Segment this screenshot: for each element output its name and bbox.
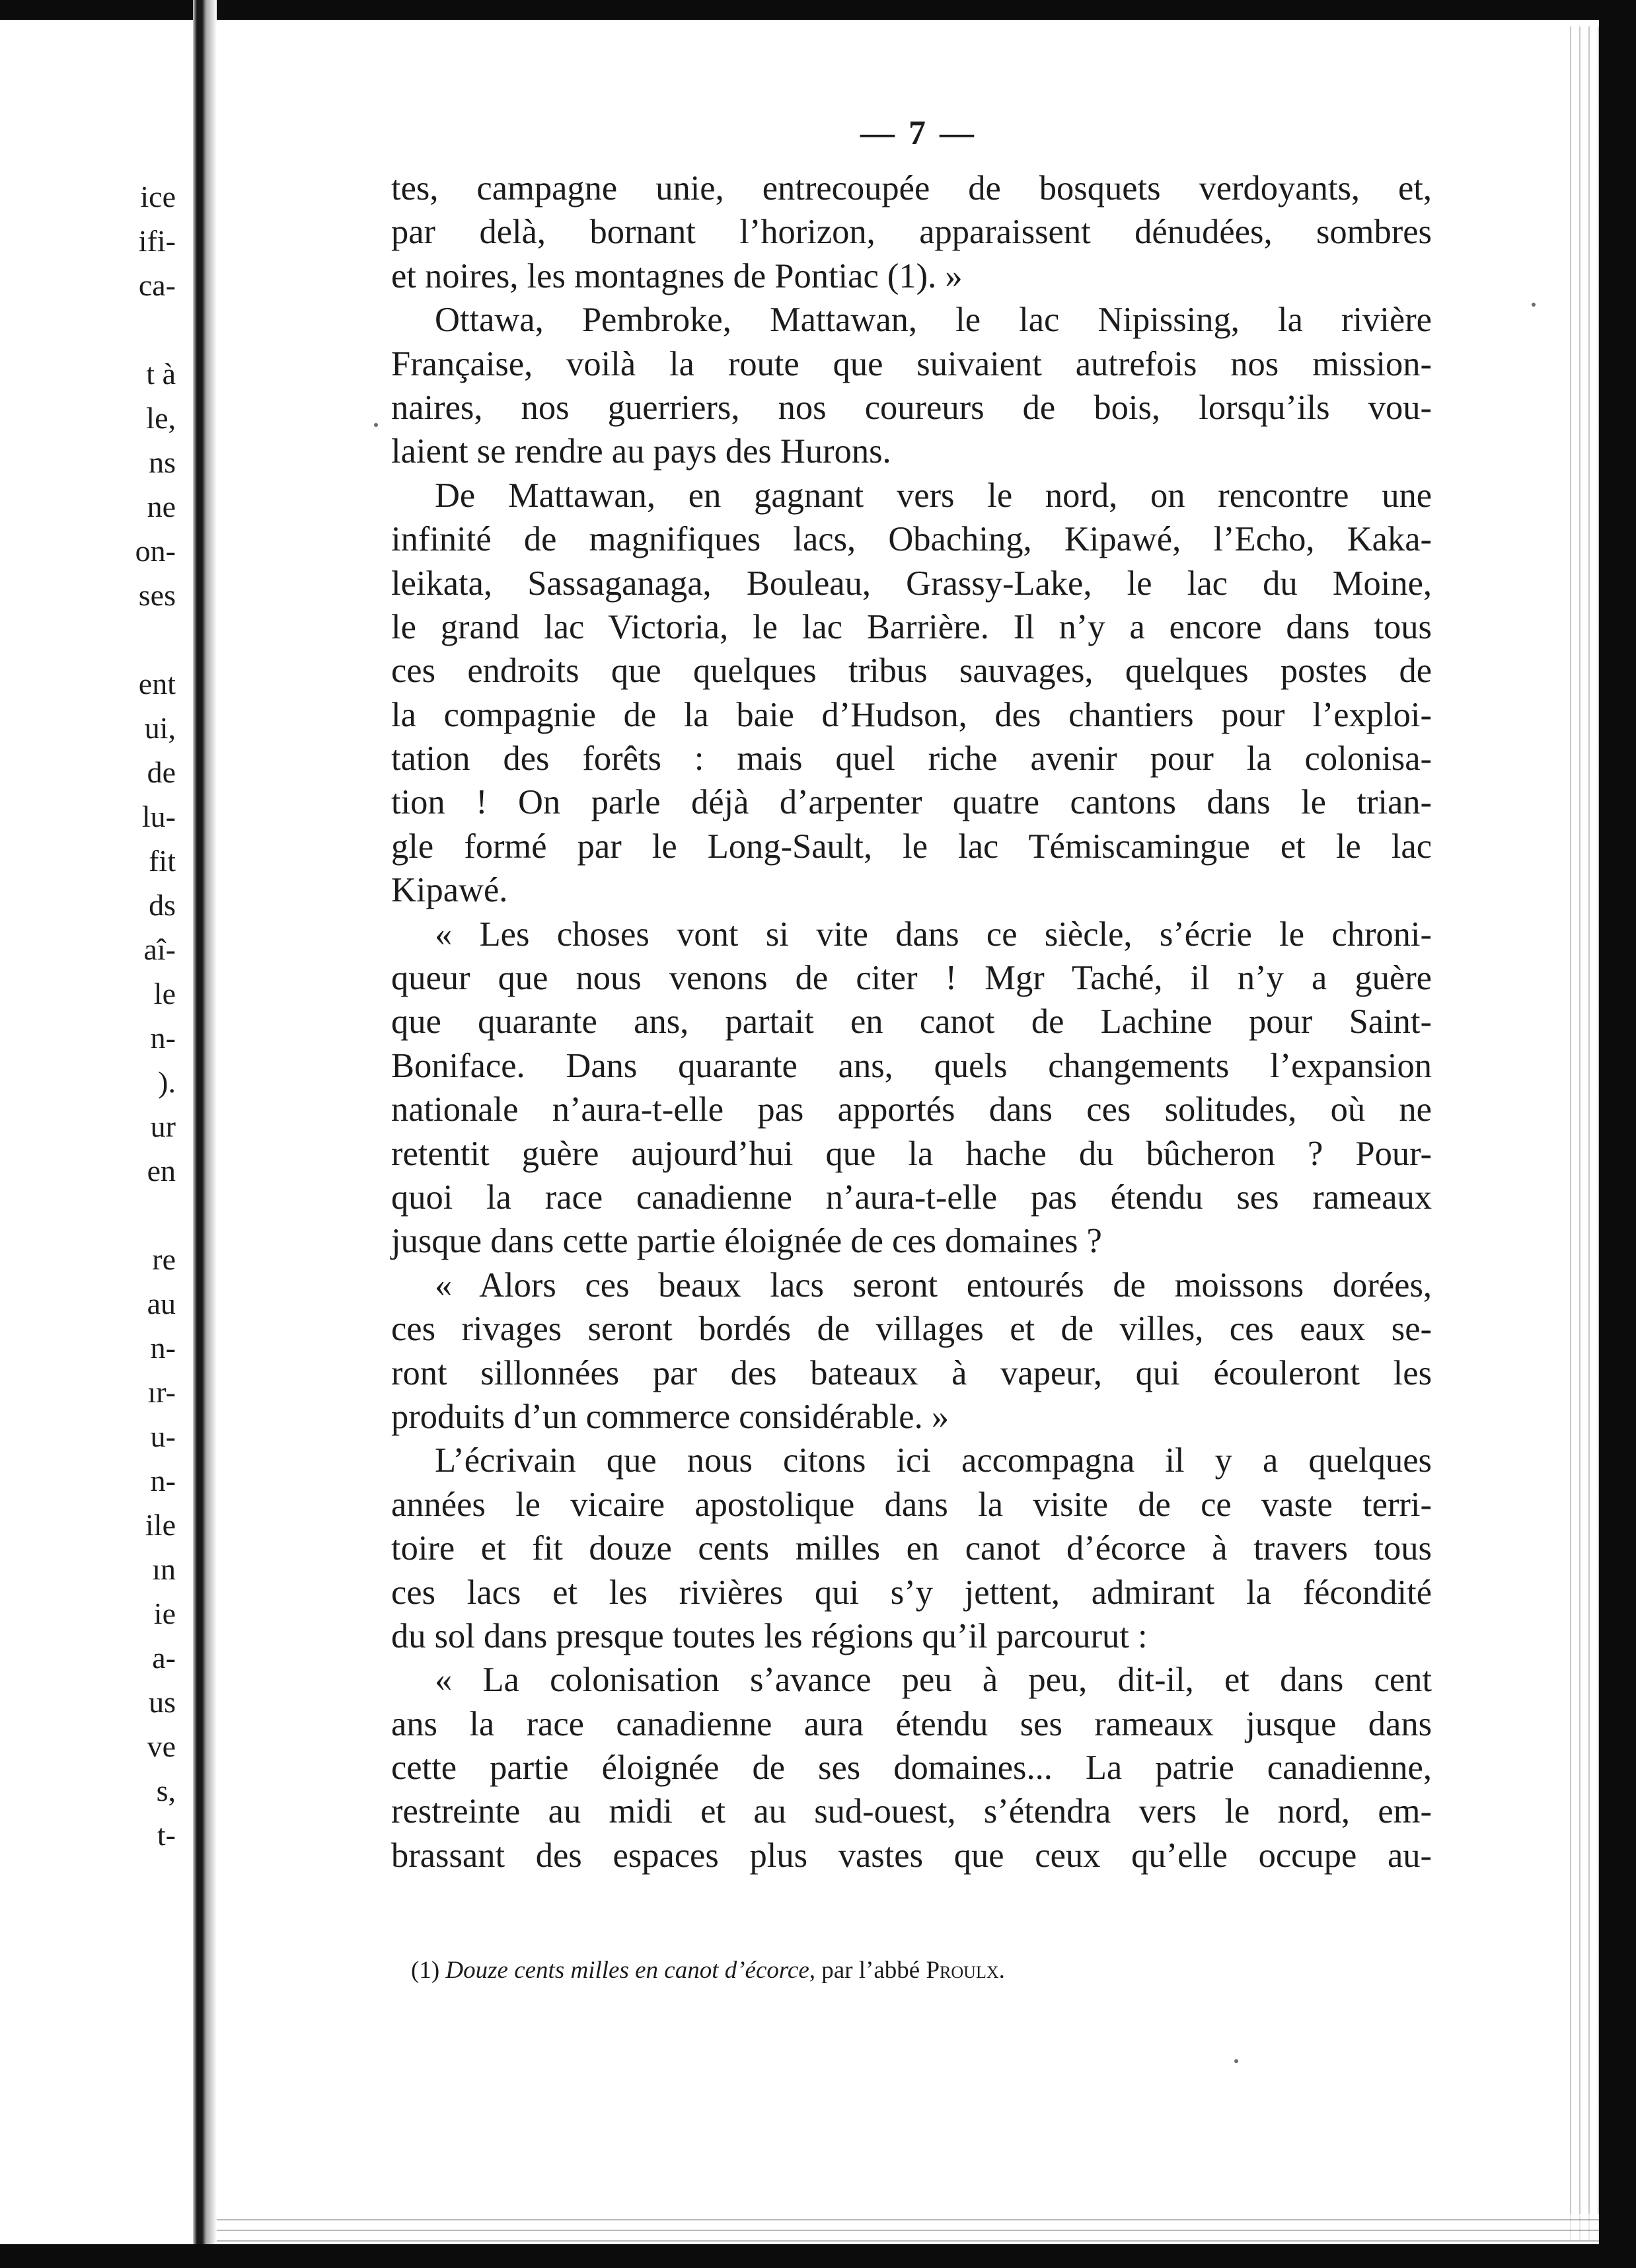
fragment-line: le (153, 977, 176, 1010)
text-line: la compagnie de la baie d’Hudson, des chantiers pour l’exploi- (391, 695, 1432, 734)
scan-speck (1234, 2059, 1238, 2063)
text-line: infinité de magnifiques lacs, Obaching, Kipawé, l’Echo, Kaka- (391, 520, 1432, 559)
text-line: L’écrivain que nous citons ici accompagna il y a quelques (435, 1441, 1432, 1480)
text-line: ront sillonnées par des bateaux à vapeur, qui écouleront les (391, 1353, 1432, 1392)
text-line: leikata, Sassaganaga, Bouleau, Grassy-Lake, le lac du Moine, (391, 564, 1432, 603)
text-line: années le vicaire apostolique dans la visite de ce vaste terri- (391, 1485, 1432, 1524)
fragment-line: ). (158, 1065, 176, 1099)
fragment-line: ent (138, 667, 176, 700)
fragment-line: re (152, 1242, 176, 1276)
text-line: jusque dans cette partie éloignée de ces domaines ? (391, 1222, 1102, 1261)
text-line: ces endroits que quelques tribus sauvages, quelques postes de (391, 652, 1432, 691)
text-line: tes, campagne unie, entrecoupée de bosquets verdoyants, et, (391, 169, 1432, 208)
footnote-title: Douze cents milles en canot d’écorce, (445, 1957, 816, 1984)
fragment-line: t- (157, 1818, 176, 1852)
footnote-marker: (1) (411, 1957, 440, 1984)
fragment-line: de (147, 755, 176, 789)
footnote-by: par l’abbé (821, 1957, 920, 1984)
body-text (391, 167, 1432, 1877)
scan-border-top (0, 0, 1636, 20)
fragment-line: ve (147, 1729, 176, 1763)
fragment-line: aî- (143, 932, 176, 966)
text-line: naires, nos guerriers, nos coureurs de bois, lorsqu’ils vou- (391, 388, 1432, 427)
fragment-line: s, (156, 1774, 176, 1807)
fragment-line: ses (138, 578, 176, 612)
scan-speck (374, 423, 378, 427)
text-line: par delà, bornant l’horizon, apparaissent dénudées, sombres (391, 213, 1432, 252)
fragment-line: t à (146, 357, 176, 391)
fragment-line: ne (147, 490, 176, 523)
fragment-line: u- (150, 1419, 176, 1453)
fragment-line: ds (149, 888, 176, 922)
page-stack-edge (1566, 26, 1599, 2240)
text-line: le grand lac Victoria, le lac Barrière. Il n’y a encore dans tous (391, 607, 1432, 646)
fragment-line: ır- (147, 1375, 176, 1409)
page-number: — 7 — (860, 114, 977, 152)
text-line: « La colonisation s’avance peu à peu, dit-il, et dans cent (435, 1661, 1432, 1700)
text-line: queur que nous venons de citer ! Mgr Taché, il n’y a guère (391, 959, 1432, 998)
page-stack-bottom-edge (217, 2214, 1599, 2244)
text-line: laient se rendre au pays des Hurons. (391, 432, 891, 471)
text-line: « Alors ces beaux lacs seront entourés de moissons dorées, (435, 1266, 1432, 1304)
text-line: tion ! On parle déjà d’arpenter quatre cantons dans le trian- (391, 783, 1432, 822)
fragment-line: n- (150, 1464, 176, 1497)
scan-border-bottom (0, 2244, 1636, 2268)
fragment-line: ur (150, 1110, 176, 1143)
text-line: De Mattawan, en gagnant vers le nord, on rencontre une (435, 476, 1432, 515)
fragment-line: ns (149, 445, 176, 479)
fragment-line: ice (140, 180, 176, 213)
text-line: du sol dans presque toutes les régions qu’il parcourut : (391, 1616, 1148, 1655)
scan-border-right (1599, 0, 1636, 2268)
text-line: ces lacs et les rivières qui s’y jettent, admirant la fécondité (391, 1573, 1432, 1612)
text-line: tation des forêts : mais quel riche avenir pour la colonisa- (391, 739, 1432, 778)
fragment-line: us (149, 1685, 176, 1719)
text-line: produits d’un commerce considérable. » (391, 1397, 949, 1436)
text-line: « Les choses vont si vite dans ce siècle, s’écrie le chroni- (435, 915, 1432, 954)
footnote (411, 1955, 1402, 1986)
fragment-line: lu- (141, 800, 176, 833)
fragment-line: ui, (144, 711, 176, 745)
text-line: et noires, les montagnes de Pontiac (1). » (391, 256, 963, 295)
text-line: gle formé par le Long-Sault, le lac Témiscamingue et le lac (391, 827, 1432, 866)
text-line: ans la race canadienne aura étendu ses rameaux jusque dans (391, 1704, 1432, 1743)
fragment-line: ın (152, 1552, 176, 1586)
fragment-line: a- (152, 1641, 176, 1675)
fragment-line: ile (145, 1508, 176, 1542)
text-line: ces rivages seront bordés de villages et de villes, ces eaux se- (391, 1310, 1432, 1349)
text-line: Boniface. Dans quarante ans, quels changements l’expansion (391, 1046, 1432, 1085)
text-line: retentit guère aujourd’hui que la hache du bûcheron ? Pour- (391, 1134, 1432, 1173)
fragment-line: n- (150, 1331, 176, 1365)
fragment-line: on- (135, 534, 176, 568)
text-line: quoi la race canadienne n’aura-t-elle pas étendu ses rameaux (391, 1178, 1432, 1217)
scan-speck (1532, 303, 1536, 307)
fragment-line: ie (153, 1597, 176, 1630)
fragment-line: en (147, 1154, 176, 1188)
footnote-author: Proulx. (926, 1957, 1005, 1984)
text-line: Française, voilà la route que suivaient autrefois nos mission- (391, 344, 1432, 383)
text-line: Kipawé. (391, 871, 508, 910)
fragment-line: le, (146, 401, 176, 435)
text-line: restreinte au midi et au sud-ouest, s’étendra vers le nord, em- (391, 1792, 1432, 1831)
fragment-line: ifi- (138, 224, 176, 258)
text-line: toire et fit douze cents milles en canot d’écorce à travers tous (391, 1529, 1432, 1568)
text-line: brassant des espaces plus vastes que ceux qu’elle occupe au- (391, 1836, 1432, 1875)
text-line: cette partie éloignée de ses domaines... La patrie canadienne, (391, 1749, 1432, 1788)
text-line: que quarante ans, partait en canot de Lachine pour Saint- (391, 1002, 1432, 1041)
text-line: nationale n’aura-t-elle pas apportés dans ces solitudes, où ne (391, 1090, 1432, 1129)
fragment-line: ca- (138, 268, 176, 302)
fragment-line: au (147, 1287, 176, 1320)
fragment-line: fit (149, 844, 176, 878)
text-line: Ottawa, Pembroke, Mattawan, le lac Nipissing, la rivière (435, 301, 1432, 340)
book-gutter (193, 0, 217, 2268)
fragment-line: n- (150, 1021, 176, 1055)
